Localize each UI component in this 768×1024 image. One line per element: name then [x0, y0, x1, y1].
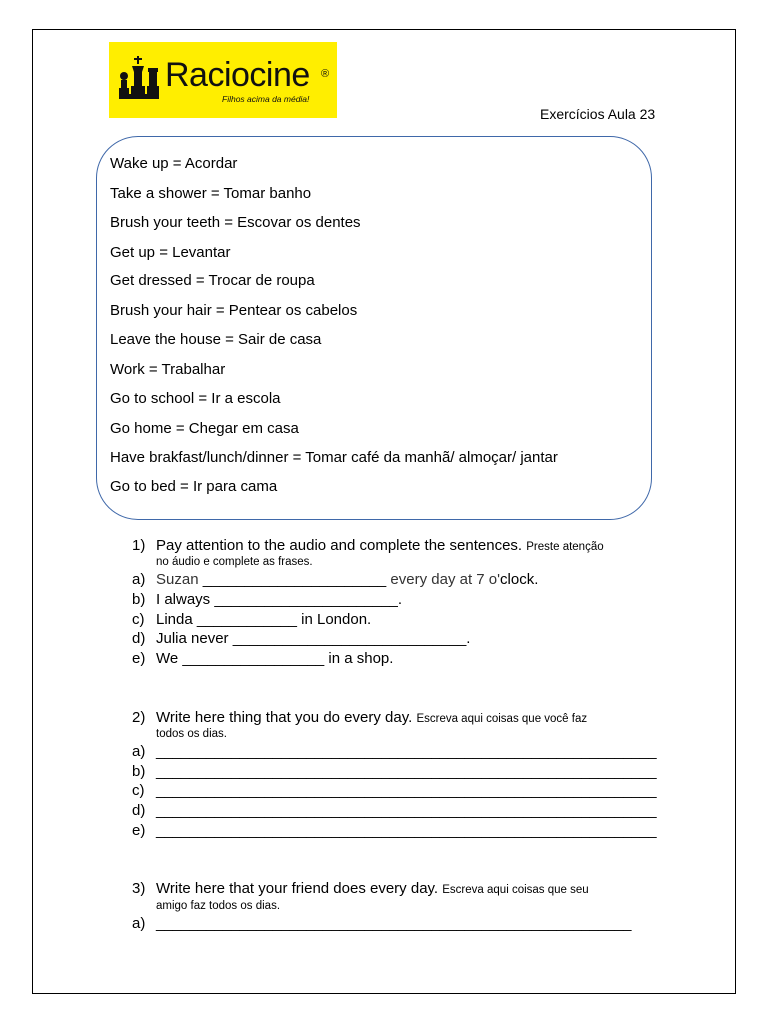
question-3-title	[132, 880, 589, 897]
item-text: clock.	[500, 571, 539, 588]
question-translation: Escreva aqui coisas que você faz	[416, 713, 588, 725]
question-number: 3)	[132, 880, 146, 897]
vocab-line: Go to school = Ir a escola	[110, 390, 281, 407]
answer-blank[interactable]: ____________________________________________________________	[156, 763, 657, 780]
item-label: a)	[132, 743, 146, 760]
item-label: d)	[132, 630, 146, 647]
question-1-title	[132, 537, 604, 554]
item-label: b)	[132, 591, 146, 608]
answer-line[interactable]	[132, 591, 402, 608]
item-text[interactable]: We _________________ in a shop.	[156, 650, 394, 667]
vocab-line: Wake up = Acordar	[110, 155, 238, 172]
answer-line[interactable]	[132, 915, 632, 932]
question-translation-cont: todos os dias.	[156, 728, 227, 740]
brand-name: Raciocine	[165, 56, 310, 94]
answer-blank[interactable]: ____________________________________________________________	[156, 743, 657, 760]
vocab-line: Have brakfast/lunch/dinner = Tomar café da manhã/ almoçar/ jantar	[110, 449, 558, 466]
answer-line[interactable]	[132, 822, 657, 839]
answer-blank[interactable]: ____________________________________________________________	[156, 802, 657, 819]
vocab-line: Go home = Chegar em casa	[110, 420, 299, 437]
answer-line[interactable]	[132, 611, 371, 628]
answer-line[interactable]	[132, 743, 657, 760]
vocab-line: Take a shower = Tomar banho	[110, 185, 312, 202]
item-text[interactable]: I always ______________________.	[156, 591, 403, 608]
question-translation-cont: no áudio e complete as frases.	[156, 556, 313, 568]
item-label: b)	[132, 763, 146, 780]
item-label: c)	[132, 782, 145, 799]
item-text: every day at 7 o'	[390, 571, 501, 588]
question-number: 2)	[132, 709, 146, 726]
answer-line[interactable]	[132, 802, 657, 819]
question-text: Write here thing that you do every day.	[156, 709, 413, 726]
item-text[interactable]: Julia never ____________________________.	[156, 630, 471, 647]
vocab-line: Leave the house = Sair de casa	[110, 331, 322, 348]
lesson-title: Exercícios Aula 23	[540, 106, 656, 122]
answer-line[interactable]	[132, 571, 538, 588]
answer-line[interactable]	[132, 630, 470, 647]
question-number: 1)	[132, 537, 146, 554]
question-translation: Preste atenção	[526, 541, 604, 553]
item-label: c)	[132, 611, 145, 628]
answer-blank[interactable]: _________________________________________________________	[156, 915, 632, 932]
vocab-line: Brush your teeth = Escovar os dentes	[110, 214, 361, 231]
answer-line[interactable]	[132, 782, 657, 799]
answer-line[interactable]	[132, 763, 657, 780]
question-2-title	[132, 709, 587, 726]
answer-blank[interactable]: ____________________________________________________________	[156, 822, 657, 839]
brand-tagline: Filhos acima da média!	[222, 94, 310, 104]
chess-pieces-icon	[117, 54, 161, 102]
question-translation: Escreva aqui coisas que seu	[442, 884, 589, 896]
item-text: Suzan	[156, 571, 199, 588]
vocab-line: Go to bed = Ir para cama	[110, 478, 278, 495]
answer-line[interactable]	[132, 650, 393, 667]
registered-mark: ®	[321, 68, 330, 80]
item-label: d)	[132, 802, 146, 819]
question-text: Write here that your friend does every day.	[156, 880, 439, 897]
vocab-line: Work = Trabalhar	[110, 361, 226, 378]
question-translation-cont: amigo faz todos os dias.	[156, 900, 281, 912]
vocab-line: Brush your hair = Pentear os cabelos	[110, 302, 358, 319]
vocab-line: Get up = Levantar	[110, 244, 231, 261]
item-text[interactable]: Linda ____________ in London.	[156, 611, 372, 628]
item-label: e)	[132, 650, 146, 667]
vocab-line: Get dressed = Trocar de roupa	[110, 272, 315, 289]
answer-blank[interactable]: ____________________________________________________________	[156, 782, 657, 799]
raciocine-logo	[109, 42, 337, 118]
question-text: Pay attention to the audio and complete the sentences.	[156, 537, 523, 554]
item-label: e)	[132, 822, 146, 839]
item-label: a)	[132, 915, 146, 932]
item-label: a)	[132, 571, 146, 588]
answer-blank[interactable]: ______________________	[198, 571, 391, 588]
